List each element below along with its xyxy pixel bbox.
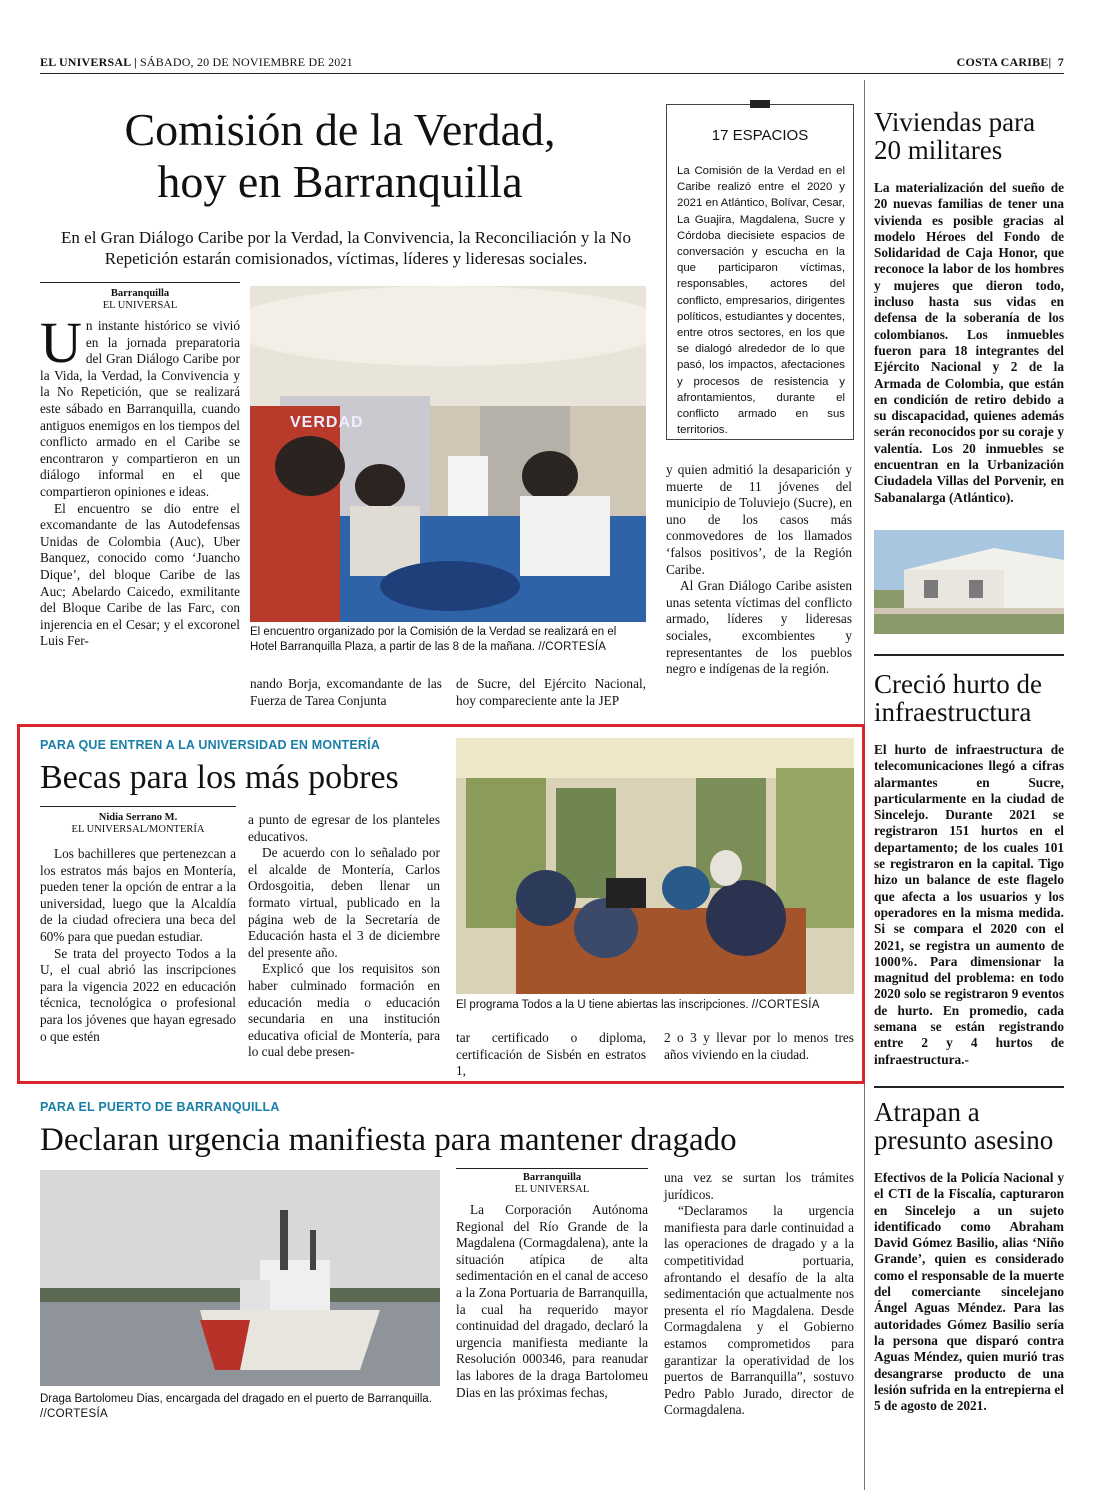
lead-column-1	[40, 318, 240, 710]
lead-col4-paragraph-1: y quien admitió la desaparición y muerte de 11 jóvenes del municipio de Toluviejo (Sucre), en uno de los casos más conmovedores de los llamados ‘falsos positivos’, de la Región Caribe.	[666, 462, 852, 577]
lead-col4-paragraph-2: Al Gran Diálogo Caribe asisten unas setenta víctimas del conflicto armado, líderes y lideresas sociales, excombientes y representantes de los pueblos negro e indígenas de la región.	[666, 578, 852, 677]
dragado-headline: Declaran urgencia manifiesta para mantener dragado	[40, 1122, 737, 1158]
paper-name: EL UNIVERSAL	[40, 55, 131, 69]
lead-column-4	[666, 462, 852, 678]
lead-headline-line1: Comisión de la Verdad,	[124, 104, 556, 155]
becas-col2-paragraph-1: De acuerdo con lo señalado por el alcalde de Montería, Carlos Ordosgoitia, deben llenar un formato virtual, publicado en la página web de la Secretaría de Educación hasta el 3 de diciembre del presente año.	[248, 845, 440, 960]
becas-col2-paragraph-2: Explicó que los requisitos son haber culminado formación en educación media o educación secundaria en una institución educativa oficial de Montería, para lo cual debe presen-	[248, 961, 440, 1060]
side3-headline-line1: Atrapan a	[874, 1097, 980, 1127]
side2-headline	[874, 670, 1066, 726]
dragado-caption-credit: //CORTESÍA	[40, 1408, 108, 1420]
dragado-col2-paragraph-1: “Declaramos la urgencia manifiesta para darle continuidad a las operaciones de dragado y a la competitividad portuaria, afrontando el desafío de la alta sedimentación que actualmente nos presenta el río Magdalena. Desde Cormagdalena y el Gobierno estamos comprometidos para garantizar la operatividad de los puertos de Barranquilla”, sostuvo Pedro Pablo Jurado, director de Cormagdalena.	[664, 1203, 854, 1418]
lead-headline-line2: hoy en Barranquilla	[157, 156, 523, 207]
side1-headline-line1: Viviendas para	[874, 107, 1036, 137]
becas-caption-text: El programa Todos a la U tiene abiertas las inscripciones.	[456, 999, 749, 1011]
becas-caption	[456, 998, 854, 1013]
side1-text: La materialización del sueño de 20 nuevas familias de tener una vivienda es posible gracias al modelo Héroes del Fondo de Solidaridad de Caja Honor, que reconoce la labor de los hombres y mujeres que dieron todo, incluso hasta sus vidas en defensa de la soberanía de los colombianos. Los inmuebles fueron para 18 integrantes del Ejército Nacional y 2 de la Armada de Colombia, que están en condición de retiro debido a su discapacidad, quienes además serán reconocidos por su coraje y valentía. Los 20 inmuebles se encuentran en la Urbanización Ciudadela Villas del Porvenir, en Sabanalarga (Atlántico).	[874, 180, 1064, 505]
side3-text: Efectivos de la Policía Nacional y el CTI de la Fiscalía, capturaron en Sincelejo a un sujeto identificado como Abraham David Gómez Basilio, alias ‘Niño Grande’, quien es considerado como el responsable de la muerte del comerciante sincelejano Ángel Aguas Méndez. Para las autoridades Gómez Basilio sería la persona que disparó contra Aguas Méndez, quien murió tras desangrarse producto de una lesión sufrida en la entrepierna el 5 de agosto de 2021.	[874, 1170, 1064, 1414]
side2-headline-line1: Creció hurto de	[874, 669, 1042, 699]
side3-headline	[874, 1098, 1066, 1154]
dragado-paragraph-1: La Corporación Autónoma Regional del Río Grande de la Magdalena (Cormagdalena), ante la situación atípica de alta sedimentación en el canal de acceso a la Zona Portuaria de Barranquilla, la cual ha requerido mayor continuidad del dragado, declaró la urgencia manifiesta mediante la Resolución 000346, para reanudar las labores de la draga Bartolomeu Dias en las próximas fechas,	[456, 1202, 648, 1400]
dragado-column-1	[456, 1202, 648, 1401]
becas-headline: Becas para los más pobres	[40, 759, 399, 796]
side-rule-2	[874, 1086, 1064, 1088]
becas-column-3: tar certificado o diploma, certificación de Sisbén en estratos 1,	[456, 1030, 646, 1079]
side1-headline-line2: 20 militares	[874, 135, 1003, 165]
dragado-byline	[456, 1172, 648, 1195]
byline-city: Barranquilla	[110, 288, 170, 299]
dragado-byline-rule	[456, 1168, 648, 1169]
becas-paragraph-2: Se trata del proyecto Todos a la U, el cual abrió las inscripciones para la vigencia 2022 en educación técnica, tecnológica o profesional para los jóvenes que hayan egresado o que estén	[40, 945, 236, 1044]
photo-sign: VERDAD	[290, 414, 364, 431]
dragado-col2-paragraph-0: una vez se surtan los trámites jurídicos.	[664, 1170, 854, 1202]
lead-subtitle: En el Gran Diálogo Caribe por la Verdad, la Convivencia, la Reconciliación y la No Repetición estarán comisionados, víctimas, líderes y lideresas sociales.	[61, 228, 631, 268]
dragado-caption-text: Draga Bartolomeu Dias, encargada del dragado en el puerto de Barranquilla.	[40, 1393, 432, 1405]
lead-paragraph-1: n instante histórico se vivió en la jornada preparatoria del Gran Diálogo Caribe por la Vida, la Verdad, la Convivencia y la No Repetición, que se realizará este sábado en Barranquilla, cuando antiguos enemigos en los tiempos del conflicto armado en el Caribe se encontraron y compartieron en un diálogo informal en el que compartieron opiniones e ideas.	[40, 318, 240, 499]
masthead-right: COSTA CARIBE| 7	[956, 55, 1064, 69]
box-text: La Comisión de la Verdad en el Caribe realizó entre el 2020 y 2021 en Atlántico, Bolívar, Cesar, La Guajira, Magdalena, Sucre y Córdoba diecisiete espacios de conversación y escucha en la que participaron víctimas, responsables, actores del conflicto, empresarios, dirigentes políticos, estudiantes y docentes, entre otros sectores, en los que se dialogó alrededor de lo que pasó, los impactos, afectaciones y procesos de resistencia y afrontamientos, durante el conflicto armado en sus territorios.	[677, 165, 845, 437]
side1-headline	[874, 108, 1066, 164]
becas-caption-credit: //CORTESÍA	[751, 999, 820, 1011]
lead-headline	[40, 104, 640, 208]
lead-paragraph-2: El encuentro se dio entre el excomandante de las Autodefensas Unidas de Colombia (Auc), Uber Banquez, conocido como ‘Juancho Dique’, del bloque Caribe de las Auc; Abelardo Caicedo, exmilitante del Bloque Caribe de las Farc, con injerencia en el Cesar; y el excoronel Luis Fer-	[40, 500, 240, 649]
lead-continuation-2: de Sucre, del Ejército Nacional, hoy compareciente ante la JEP	[456, 676, 646, 708]
dragado-column-2	[664, 1170, 854, 1419]
lead-continuation-1: nando Borja, excomandante de las Fuerza de Tarea Conjunta	[250, 676, 442, 708]
dragado-photo	[40, 1170, 440, 1386]
lead-byline	[40, 288, 240, 311]
lead-caption-credit: //CORTESÍA	[538, 641, 607, 653]
issue-date: SÁBADO, 20 DE NOVIEMBRE DE 2021	[140, 55, 353, 69]
box-tab	[750, 100, 770, 108]
becas-author: Nidia Serrano M.	[98, 812, 178, 823]
becas-paragraph-1: Los bachilleres que pertenezcan a los estratos más bajos en Montería, pueden tener la opción de entrar a la universidad, luego que la Alcaldía de la ciudad ofreciera una beca del 60% para que puedan estudiar.	[40, 846, 236, 944]
becas-column-1	[40, 846, 236, 1045]
becas-column-4: 2 o 3 y llevar por lo menos tres años viviendo en la ciudad.	[664, 1030, 854, 1062]
side2-text: El hurto de infraestructura de telecomunicaciones llegó a cifras alarmantes en Sucre, particularmente en la ciudad de Sincelejo. Durante 2021 se registraron 151 hurtos en el departamento; de los cuales 101 se registraron en la capital. Tigo hizo un balance de este flagelo que afecta a los usuarios y los operadores en la misma medida. Si se compara el 2020 con el 2021, se registra un aumento de 1000%. Para dimensionar la magnitud del problema: en todo 2020 solo se registraron 9 eventos de hurto. En promedio, cada semana se están registrando entre 2 y 4 hurtos de infraestructura.-	[874, 742, 1064, 1067]
header-rule	[40, 73, 1064, 74]
lead-photo	[250, 286, 646, 622]
becas-kicker: PARA QUE ENTREN A LA UNIVERSIDAD EN MONTERÍA	[40, 738, 381, 752]
becas-photo	[456, 738, 854, 994]
dropcap: U	[40, 318, 82, 375]
lead-caption-text: El encuentro organizado por la Comisión de la Verdad se realizará en el Hotel Barranquilla Plaza, a partir de las 8 de la mañana.	[250, 626, 617, 653]
becas-col2-paragraph-0: a punto de egresar de los planteles educativos.	[248, 812, 440, 844]
section-name: COSTA CARIBE	[956, 55, 1049, 69]
lead-caption	[250, 625, 646, 655]
byline-source: EL UNIVERSAL	[102, 299, 178, 311]
dragado-caption	[40, 1392, 440, 1422]
becas-column-2	[248, 812, 440, 1061]
side-rule-1	[874, 654, 1064, 656]
becas-source: EL UNIVERSAL/MONTERÍA	[71, 823, 205, 835]
becas-byline	[40, 812, 236, 835]
byline-rule	[40, 282, 240, 283]
dragado-byline-city: Barranquilla	[522, 1172, 582, 1183]
masthead-left: EL UNIVERSAL | SÁBADO, 20 DE NOVIEMBRE DE 2021	[40, 55, 353, 69]
info-box	[666, 104, 854, 440]
dragado-kicker: PARA EL PUERTO DE BARRANQUILLA	[40, 1100, 280, 1114]
dragado-byline-source: EL UNIVERSAL	[514, 1183, 590, 1195]
page-number: 7	[1057, 55, 1064, 69]
side3-headline-line2: presunto asesino	[874, 1125, 1054, 1155]
side1-photo	[874, 530, 1064, 634]
box-title: 17 ESPACIOS	[711, 127, 809, 144]
side2-headline-line2: infraestructura	[874, 697, 1032, 727]
becas-byline-rule	[40, 806, 236, 807]
